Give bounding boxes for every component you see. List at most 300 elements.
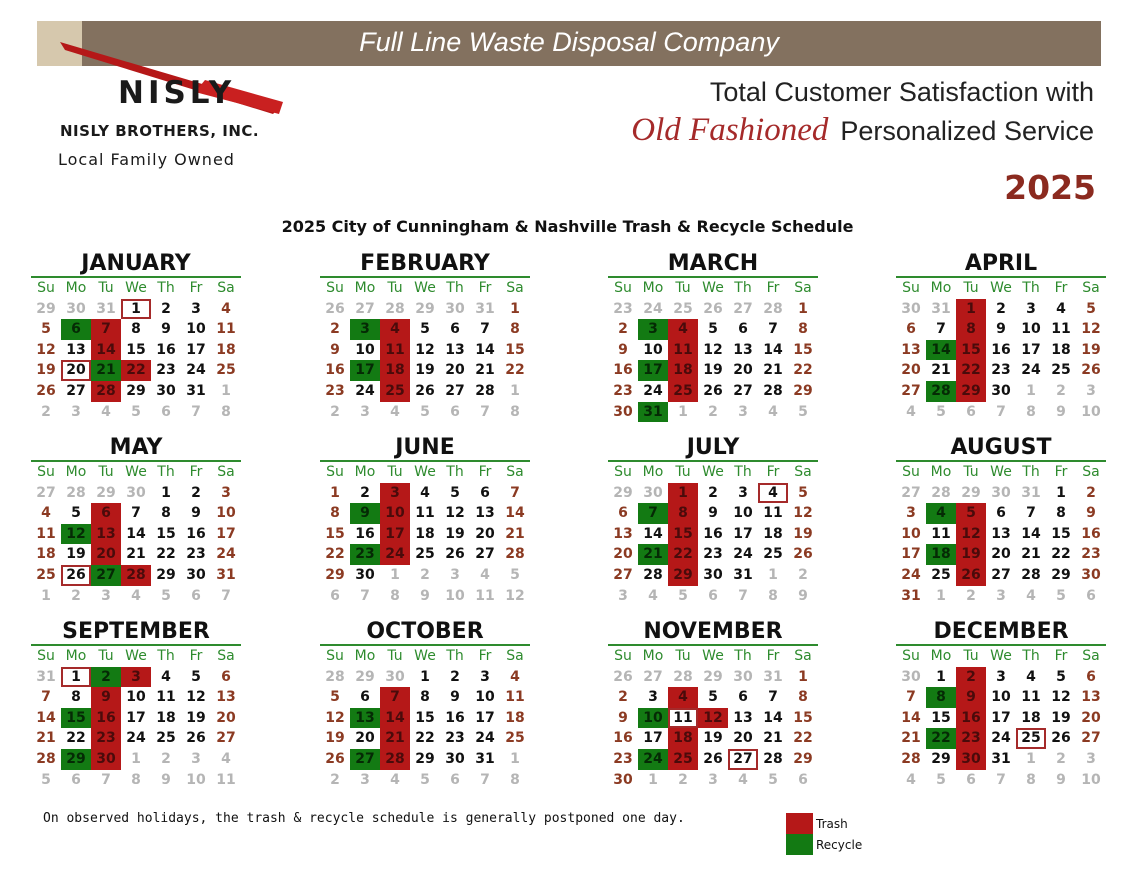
day-cell: 4 xyxy=(1056,300,1066,317)
weekday-label: Mo xyxy=(642,464,664,480)
weekday-label: Tu xyxy=(963,280,979,296)
other-month-day: 28 xyxy=(673,668,693,685)
day-cell: 14 xyxy=(36,709,56,726)
other-month-day: 3 xyxy=(618,587,628,604)
day-cell: 16 xyxy=(613,730,633,747)
day-cell: 27 xyxy=(475,546,495,563)
day-cell: 2 xyxy=(450,668,460,685)
day-cell: 12 xyxy=(186,689,206,706)
day-cell: 13 xyxy=(66,341,86,358)
trash-day: 7 xyxy=(380,687,410,708)
trash-day: 1 xyxy=(956,299,986,320)
weekday-header xyxy=(608,462,818,483)
month-name: OCTOBER xyxy=(320,618,530,646)
other-month-day: 7 xyxy=(101,771,111,788)
day-cell: 27 xyxy=(901,382,921,399)
week-row xyxy=(896,503,1106,524)
day-cell: 23 xyxy=(186,546,206,563)
day-cell: 12 xyxy=(1081,321,1101,338)
week-row xyxy=(320,708,530,729)
weekday-label: Su xyxy=(902,648,920,664)
day-cell: 18 xyxy=(156,709,176,726)
week-row xyxy=(31,728,241,749)
other-month-day: 6 xyxy=(191,587,201,604)
recycle-day: 9 xyxy=(350,503,380,524)
day-cell: 31 xyxy=(216,566,236,583)
day-cell: 13 xyxy=(445,341,465,358)
weekday-label: Th xyxy=(157,280,175,296)
legend-trash-swatch xyxy=(786,813,813,834)
day-cell: 17 xyxy=(643,730,663,747)
logo-wordmark: NISLY xyxy=(118,75,236,111)
day-cell: 13 xyxy=(613,525,633,542)
month-july xyxy=(608,434,818,606)
week-row xyxy=(896,586,1106,607)
week-row xyxy=(896,544,1106,565)
company-name: NISLY BROTHERS, INC. xyxy=(60,122,260,140)
trash-day: 22 xyxy=(956,360,986,381)
day-cell: 17 xyxy=(186,341,206,358)
recycle-day: 18 xyxy=(926,544,956,565)
recycle-day: 23 xyxy=(350,544,380,565)
other-month-day: 6 xyxy=(966,771,976,788)
other-month-day: 9 xyxy=(1056,403,1066,420)
weekday-label: Tu xyxy=(963,464,979,480)
month-february xyxy=(320,250,530,422)
recycle-day: 8 xyxy=(926,687,956,708)
other-month-day: 3 xyxy=(738,403,748,420)
day-cell: 18 xyxy=(415,525,435,542)
day-cell: 16 xyxy=(156,341,176,358)
day-cell: 19 xyxy=(325,730,345,747)
day-cell: 30 xyxy=(613,403,633,420)
weekday-label: Tu xyxy=(98,648,114,664)
day-cell: 3 xyxy=(648,689,658,706)
day-cell: 20 xyxy=(613,546,633,563)
day-cell: 11 xyxy=(415,505,435,522)
day-cell: 30 xyxy=(445,750,465,767)
day-cell: 11 xyxy=(216,321,236,338)
month-name: SEPTEMBER xyxy=(31,618,241,646)
day-cell: 17 xyxy=(901,546,921,563)
day-cell: 11 xyxy=(763,505,783,522)
day-cell: 1 xyxy=(420,668,430,685)
other-month-day: 5 xyxy=(161,587,171,604)
other-month-day: 4 xyxy=(738,771,748,788)
day-cell: 19 xyxy=(703,730,723,747)
other-month-day: 5 xyxy=(420,771,430,788)
trash-day: 25 xyxy=(380,381,410,402)
day-cell: 25 xyxy=(36,566,56,583)
day-cell: 7 xyxy=(480,321,490,338)
day-cell: 29 xyxy=(325,566,345,583)
day-cell: 10 xyxy=(216,505,236,522)
week-row xyxy=(896,770,1106,791)
other-month-day: 1 xyxy=(1026,750,1036,767)
day-cell: 6 xyxy=(906,321,916,338)
other-month-day: 2 xyxy=(798,566,808,583)
week-row xyxy=(896,749,1106,770)
other-month-day: 5 xyxy=(1056,587,1066,604)
other-month-day: 28 xyxy=(385,300,405,317)
day-cell: 14 xyxy=(763,341,783,358)
other-month-day: 4 xyxy=(1026,587,1036,604)
weekday-label: Mo xyxy=(65,464,87,480)
day-cell: 18 xyxy=(216,341,236,358)
other-month-day: 6 xyxy=(71,771,81,788)
week-row xyxy=(31,360,241,381)
week-row xyxy=(608,728,818,749)
other-month-day: 2 xyxy=(1056,382,1066,399)
week-row xyxy=(31,340,241,361)
recycle-day: 3 xyxy=(350,319,380,340)
day-cell: 30 xyxy=(186,566,206,583)
other-month-day: 30 xyxy=(445,300,465,317)
recycle-day: 31 xyxy=(638,402,668,423)
other-month-day: 27 xyxy=(36,484,56,501)
day-cell: 7 xyxy=(936,321,946,338)
other-month-day: 10 xyxy=(1081,403,1101,420)
day-cell: 26 xyxy=(415,382,435,399)
month-name: JANUARY xyxy=(31,250,241,278)
other-month-day: 29 xyxy=(613,484,633,501)
day-cell: 16 xyxy=(613,362,633,379)
trash-day: 11 xyxy=(380,340,410,361)
month-name: MARCH xyxy=(608,250,818,278)
trash-day: 8 xyxy=(956,319,986,340)
day-cell: 26 xyxy=(186,730,206,747)
day-cell: 23 xyxy=(1081,546,1101,563)
trash-day: 12 xyxy=(956,524,986,545)
weekday-label: Su xyxy=(326,280,344,296)
week-row xyxy=(31,381,241,402)
other-month-day: 3 xyxy=(191,750,201,767)
other-month-day: 10 xyxy=(445,587,465,604)
day-cell: 26 xyxy=(1081,362,1101,379)
day-cell: 6 xyxy=(738,689,748,706)
holiday-day: 1 xyxy=(61,667,91,688)
day-cell: 7 xyxy=(906,689,916,706)
day-cell: 31 xyxy=(901,587,921,604)
week-row xyxy=(608,360,818,381)
weekday-header xyxy=(31,278,241,299)
weekday-label: Sa xyxy=(794,280,812,296)
tagline-script: Old Fashioned xyxy=(631,112,829,148)
weekday-label: Mo xyxy=(65,280,87,296)
other-month-day: 1 xyxy=(131,750,141,767)
week-row xyxy=(320,565,530,586)
day-cell: 30 xyxy=(355,566,375,583)
day-cell: 13 xyxy=(1081,689,1101,706)
week-row xyxy=(896,483,1106,504)
other-month-day: 8 xyxy=(1026,771,1036,788)
other-month-day: 6 xyxy=(161,403,171,420)
day-cell: 2 xyxy=(996,300,1006,317)
day-cell: 14 xyxy=(505,505,525,522)
weekday-label: We xyxy=(990,648,1012,664)
other-month-day: 4 xyxy=(480,566,490,583)
other-month-day: 1 xyxy=(1026,382,1036,399)
weekday-header xyxy=(31,646,241,667)
day-cell: 22 xyxy=(1051,546,1071,563)
month-november xyxy=(608,618,818,790)
day-cell: 28 xyxy=(763,750,783,767)
week-row xyxy=(608,503,818,524)
day-cell: 7 xyxy=(768,321,778,338)
month-name: NOVEMBER xyxy=(608,618,818,646)
day-cell: 6 xyxy=(996,505,1006,522)
day-cell: 22 xyxy=(66,730,86,747)
other-month-day: 4 xyxy=(390,403,400,420)
week-row xyxy=(896,381,1106,402)
recycle-day: 21 xyxy=(91,360,121,381)
month-august xyxy=(896,434,1106,606)
week-row xyxy=(608,687,818,708)
other-month-day: 25 xyxy=(673,300,693,317)
week-row xyxy=(608,340,818,361)
trash-day: 14 xyxy=(91,340,121,361)
day-cell: 23 xyxy=(156,362,176,379)
recycle-day: 13 xyxy=(350,708,380,729)
day-cell: 1 xyxy=(1056,484,1066,501)
other-month-day: 1 xyxy=(678,403,688,420)
week-row xyxy=(608,770,818,791)
weekday-label: Fr xyxy=(189,464,203,480)
day-cell: 3 xyxy=(480,668,490,685)
weekday-label: Sa xyxy=(506,464,524,480)
week-row xyxy=(608,299,818,320)
day-cell: 5 xyxy=(330,689,340,706)
recycle-day: 28 xyxy=(926,381,956,402)
trash-day: 6 xyxy=(91,503,121,524)
day-cell: 28 xyxy=(763,382,783,399)
other-month-day: 2 xyxy=(966,587,976,604)
day-cell: 25 xyxy=(505,730,525,747)
month-name: APRIL xyxy=(896,250,1106,278)
week-row xyxy=(320,360,530,381)
weekday-label: Fr xyxy=(766,464,780,480)
other-month-day: 10 xyxy=(186,771,206,788)
trash-day: 29 xyxy=(956,381,986,402)
weekday-label: Th xyxy=(446,648,464,664)
other-month-day: 4 xyxy=(131,587,141,604)
other-month-day: 29 xyxy=(415,300,435,317)
day-cell: 21 xyxy=(126,546,146,563)
trash-day: 15 xyxy=(956,340,986,361)
other-month-day: 27 xyxy=(643,668,663,685)
trash-day: 28 xyxy=(91,381,121,402)
day-cell: 21 xyxy=(763,362,783,379)
day-cell: 20 xyxy=(901,362,921,379)
other-month-day: 31 xyxy=(931,300,951,317)
day-cell: 19 xyxy=(415,362,435,379)
day-cell: 5 xyxy=(450,484,460,501)
weekday-header xyxy=(608,646,818,667)
day-cell: 2 xyxy=(191,484,201,501)
day-cell: 25 xyxy=(1051,362,1071,379)
other-month-day: 8 xyxy=(510,771,520,788)
week-row xyxy=(31,319,241,340)
day-cell: 29 xyxy=(793,382,813,399)
recycle-day: 24 xyxy=(638,749,668,770)
day-cell: 18 xyxy=(505,709,525,726)
legend-recycle-swatch xyxy=(786,834,813,855)
weekday-label: Sa xyxy=(1082,464,1100,480)
other-month-day: 30 xyxy=(643,484,663,501)
week-row xyxy=(320,728,530,749)
trash-day: 3 xyxy=(380,483,410,504)
other-month-day: 30 xyxy=(991,484,1011,501)
weekday-label: Fr xyxy=(189,648,203,664)
week-row xyxy=(896,687,1106,708)
weekday-header xyxy=(31,462,241,483)
other-month-day: 2 xyxy=(330,771,340,788)
week-row xyxy=(31,524,241,545)
other-month-day: 9 xyxy=(1056,771,1066,788)
weekday-label: Fr xyxy=(1054,280,1068,296)
trash-day: 1 xyxy=(668,483,698,504)
day-cell: 23 xyxy=(703,546,723,563)
week-row xyxy=(31,687,241,708)
banner-title: Full Line Waste Disposal Company xyxy=(359,27,779,57)
day-cell: 29 xyxy=(126,382,146,399)
day-cell: 3 xyxy=(906,505,916,522)
weekday-label: Su xyxy=(902,280,920,296)
weekday-label: Sa xyxy=(217,648,235,664)
day-cell: 14 xyxy=(643,525,663,542)
tagline-line1: Total Customer Satisfaction with xyxy=(709,77,1094,107)
month-september xyxy=(31,618,241,790)
day-cell: 6 xyxy=(1086,668,1096,685)
weekday-label: Sa xyxy=(506,648,524,664)
day-cell: 19 xyxy=(36,362,56,379)
other-month-day: 28 xyxy=(763,300,783,317)
day-cell: 2 xyxy=(1086,484,1096,501)
day-cell: 19 xyxy=(66,546,86,563)
day-cell: 22 xyxy=(415,730,435,747)
trash-day: 9 xyxy=(91,687,121,708)
day-cell: 18 xyxy=(763,525,783,542)
week-row xyxy=(896,402,1106,423)
day-cell: 24 xyxy=(126,730,146,747)
week-row xyxy=(896,565,1106,586)
weekday-label: Fr xyxy=(766,280,780,296)
day-cell: 8 xyxy=(510,321,520,338)
weekday-label: Tu xyxy=(98,280,114,296)
weekday-label: We xyxy=(990,280,1012,296)
week-row xyxy=(31,708,241,729)
day-cell: 1 xyxy=(161,484,171,501)
other-month-day: 28 xyxy=(325,668,345,685)
trash-day: 3 xyxy=(121,667,151,688)
week-row xyxy=(320,340,530,361)
other-month-day: 30 xyxy=(66,300,86,317)
trash-day: 24 xyxy=(380,544,410,565)
other-month-day: 9 xyxy=(161,771,171,788)
other-month-day: 26 xyxy=(703,300,723,317)
day-cell: 29 xyxy=(793,750,813,767)
other-month-day: 3 xyxy=(450,566,460,583)
day-cell: 19 xyxy=(445,525,465,542)
other-month-day: 5 xyxy=(131,403,141,420)
other-month-day: 27 xyxy=(733,300,753,317)
day-cell: 20 xyxy=(475,525,495,542)
weekday-label: Th xyxy=(734,464,752,480)
day-cell: 10 xyxy=(1021,321,1041,338)
day-cell: 4 xyxy=(1026,668,1036,685)
other-month-day: 7 xyxy=(996,403,1006,420)
day-cell: 26 xyxy=(703,382,723,399)
day-cell: 13 xyxy=(733,341,753,358)
weekday-label: Su xyxy=(326,464,344,480)
weekday-label: Th xyxy=(157,648,175,664)
day-cell: 13 xyxy=(216,689,236,706)
week-row xyxy=(31,544,241,565)
trash-day: 25 xyxy=(668,381,698,402)
other-month-day: 5 xyxy=(936,771,946,788)
day-cell: 24 xyxy=(475,730,495,747)
recycle-day: 6 xyxy=(61,319,91,340)
other-month-day: 1 xyxy=(390,566,400,583)
day-cell: 3 xyxy=(996,668,1006,685)
week-row xyxy=(31,483,241,504)
other-month-day: 29 xyxy=(96,484,116,501)
weekday-label: Th xyxy=(1022,648,1040,664)
day-cell: 24 xyxy=(1021,362,1041,379)
day-cell: 9 xyxy=(330,341,340,358)
day-cell: 16 xyxy=(703,525,723,542)
year-label: 2025 xyxy=(1004,168,1096,207)
other-month-day: 27 xyxy=(355,300,375,317)
day-cell: 10 xyxy=(991,689,1011,706)
other-month-day: 3 xyxy=(1086,750,1096,767)
day-cell: 19 xyxy=(793,525,813,542)
day-cell: 24 xyxy=(643,382,663,399)
day-cell: 4 xyxy=(221,300,231,317)
weekday-label: Fr xyxy=(478,648,492,664)
day-cell: 3 xyxy=(738,484,748,501)
day-cell: 18 xyxy=(1021,709,1041,726)
day-cell: 7 xyxy=(1026,505,1036,522)
weekday-label: Tu xyxy=(387,464,403,480)
day-cell: 31 xyxy=(475,750,495,767)
month-name: JUNE xyxy=(320,434,530,462)
trash-day: 9 xyxy=(956,687,986,708)
weekday-label: Su xyxy=(37,280,55,296)
day-cell: 9 xyxy=(191,505,201,522)
other-month-day: 29 xyxy=(703,668,723,685)
day-cell: 8 xyxy=(330,505,340,522)
other-month-day: 3 xyxy=(360,771,370,788)
other-month-day: 1 xyxy=(41,587,51,604)
other-month-day: 7 xyxy=(221,587,231,604)
week-row xyxy=(896,340,1106,361)
recycle-day: 14 xyxy=(926,340,956,361)
trash-day: 25 xyxy=(668,749,698,770)
other-month-day: 6 xyxy=(966,403,976,420)
week-row xyxy=(608,402,818,423)
other-month-day: 3 xyxy=(101,587,111,604)
weekday-label: Th xyxy=(734,280,752,296)
other-month-day: 4 xyxy=(390,771,400,788)
day-cell: 12 xyxy=(703,341,723,358)
weekday-label: Fr xyxy=(766,648,780,664)
weekday-label: Su xyxy=(37,464,55,480)
week-row xyxy=(31,402,241,423)
day-cell: 29 xyxy=(415,750,435,767)
day-cell: 14 xyxy=(475,341,495,358)
trash-day: 8 xyxy=(668,503,698,524)
